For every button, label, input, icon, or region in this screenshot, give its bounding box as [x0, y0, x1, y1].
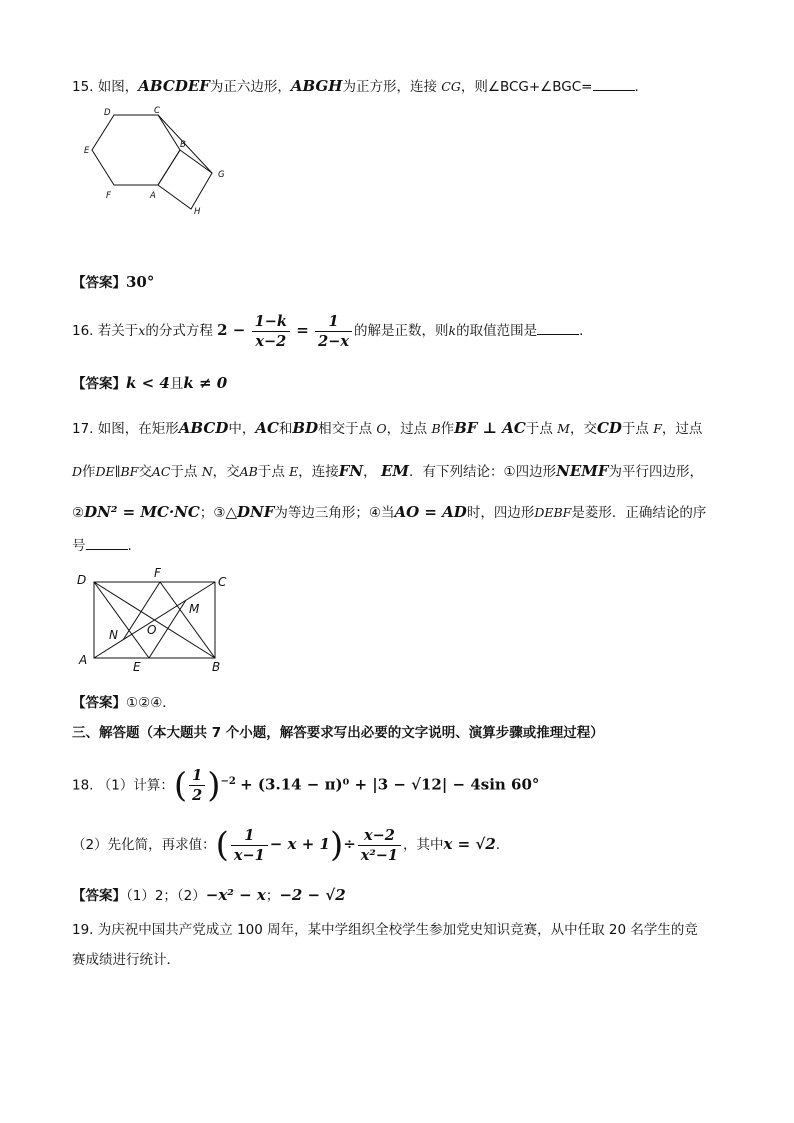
segment-de — [94, 582, 149, 658]
label-a: A — [150, 191, 156, 201]
label-c: C — [218, 575, 227, 589]
q17-figure — [74, 568, 244, 676]
label-b: B — [180, 140, 186, 150]
q18-answer: 【答案】（1）2；（2）−x² − x；−2 − √2 — [72, 886, 346, 904]
fraction-3: $\frac{1}{x-1}$ — [231, 827, 268, 864]
label-e: E — [84, 146, 90, 156]
fraction-4: $\frac{x-2}{\text{x²−1}}$ — [358, 827, 401, 864]
q15-figure — [80, 104, 240, 220]
square — [158, 150, 212, 209]
label-n: N — [109, 628, 118, 642]
q17-line-3: ②DN² = MC·NC；③△DNF为等边三角形；④当AO = AD时，四边形DEBF是菱形．正确结论的序 — [72, 503, 707, 521]
label-d: D — [104, 108, 111, 118]
label-d: D — [77, 573, 87, 587]
segment-bf — [160, 582, 215, 658]
q16-answer: 【答案】k < 4且k ≠ 0 — [72, 374, 228, 392]
q18-part-2: （2）先化简，再求值：( $\frac{1}{x-1}$ − x + 1)÷ $\frac{x-2}{\text{x²−1}}$ ，其中x = √2. — [72, 825, 501, 865]
label-g: G — [218, 170, 225, 180]
label-c: C — [154, 106, 160, 116]
q15-stem: 15. 如图，ABCDEF为正六边形，ABGH为正方形，连接 CG，则∠BCG+∠BGC= . — [72, 77, 639, 95]
q16-answer-blank — [537, 322, 579, 335]
q17-line-1: 17. 如图，在矩形ABCD中，AC和BD相交于点 O，过点 B作BF ⊥ AC于点 M，交CD于点 F，过点 — [72, 419, 703, 437]
label-a: A — [79, 653, 88, 667]
q17-line-2: D作DE∥BF交AC于点 N，交AB于点 E，连接FN， EM．有下列结论：①四边形NEMF为平行四边形， — [72, 462, 704, 480]
fraction-half: $\frac{1}{2}$ — [189, 767, 205, 804]
q19-line-1: 19. 为庆祝中国共产党成立 100 周年，某中学组织全校学生参加党史知识竞赛，从中任取 20 名学生的竞 — [72, 922, 698, 938]
q17-answer: 【答案】①②④． — [72, 695, 176, 711]
label-m: M — [189, 602, 200, 616]
q17-answer-blank — [86, 537, 128, 550]
label-f: F — [106, 191, 111, 201]
q19-line-2: 赛成绩进行统计． — [72, 952, 180, 968]
label-e: E — [133, 660, 141, 674]
fraction-2: $\frac{1}{2-x}$ — [315, 313, 352, 350]
q15-answer: 【答案】30° — [72, 273, 155, 291]
fraction-1: $\frac{1-k}{x-2}$ — [252, 313, 290, 350]
label-h: H — [194, 207, 201, 217]
q17-line-4: 号 . — [72, 538, 132, 554]
q18-part-1: 18. （1）计算：( $\frac{1}{2}$ )$^{-2}$ + (3.14 − π)⁰ + |3 − √12| − 4sin 60° — [72, 765, 540, 806]
section-3-heading: 三、解答题（本大题共 7 个小题，解答要求写出必要的文字说明、演算步骤或推理过程） — [72, 725, 604, 741]
label-b: B — [212, 660, 221, 674]
q16-stem: 16. 若关于x的分式方程 2 − $\frac{1-k}{x-2}$ = $\frac{1}{2-x}$ 的解是正数，则k的取值范围是 . — [72, 312, 584, 350]
hexagon — [92, 115, 180, 185]
label-f: F — [154, 568, 161, 580]
label-o: O — [147, 623, 157, 637]
q15-answer-blank — [593, 78, 635, 91]
